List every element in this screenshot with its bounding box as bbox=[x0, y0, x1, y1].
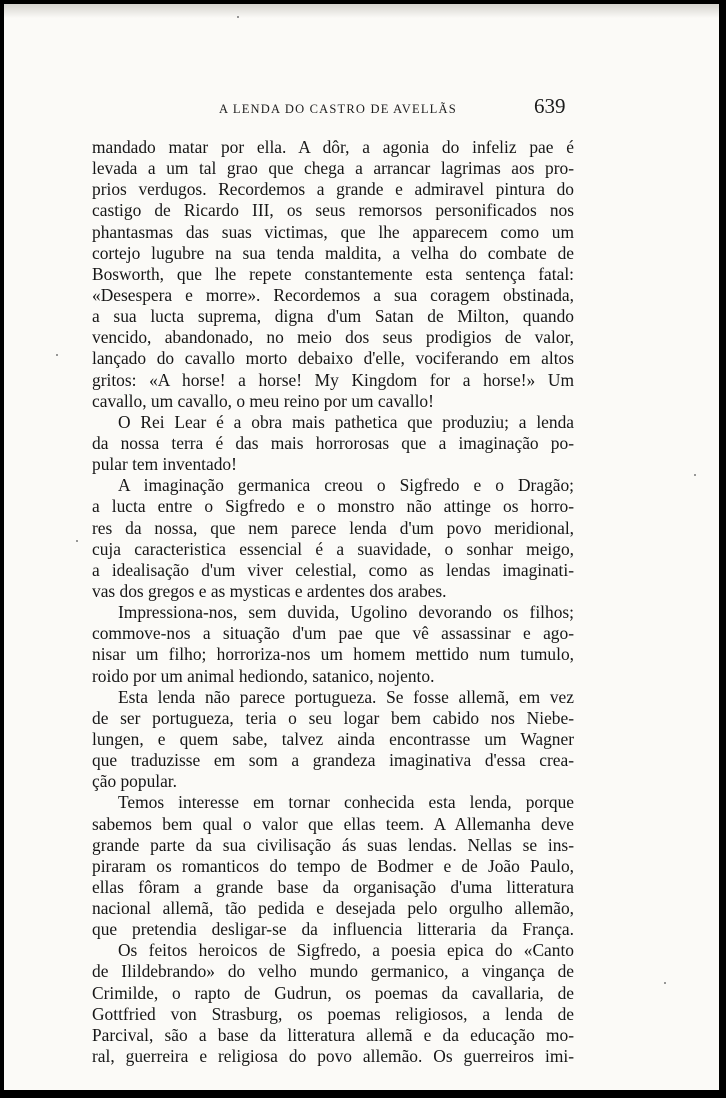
running-title: A LENDA DO CASTRO DE AVELLÃS bbox=[219, 102, 457, 116]
text-line: ção popular. bbox=[92, 771, 177, 792]
text-line: ellas fôram a grande base da organisação d'uma litteratura bbox=[92, 876, 574, 897]
text-line: cortejo lugubre na sua tenda maldita, a velha do combate de bbox=[92, 242, 574, 263]
paper-speck bbox=[694, 474, 696, 476]
text-line: prios verdugos. Recordemos a grande e admiravel pintura do bbox=[92, 179, 574, 200]
text-line: a sua lucta suprema, digna d'um Satan de Milton, quando bbox=[92, 306, 574, 327]
text-line: de Ilildebrando» do velho mundo germanico, a vingança de bbox=[92, 961, 574, 982]
text-line: de ser portugueza, teria o seu logar bem cabido nos Niebe- bbox=[92, 707, 574, 728]
text-line: commove-nos a situação d'um pae que vê assassinar e ago- bbox=[92, 623, 574, 644]
text-line: cavallo, um cavallo, o meu reino por um cavallo! bbox=[92, 390, 434, 411]
text-line: Esta lenda não parece portugueza. Se fosse allemã, em vez bbox=[118, 686, 574, 707]
text-line: que traduzisse em som a grandeza imaginativa d'essa crea- bbox=[92, 750, 574, 771]
book-page bbox=[4, 4, 719, 1090]
text-line: phantasmas das suas victimas, que lhe apparecem como um bbox=[92, 221, 574, 242]
text-line: vencido, abandonado, no meio dos seus prodigios de valor, bbox=[92, 327, 574, 348]
text-line: pular tem inventado! bbox=[92, 454, 237, 475]
text-line: cuja caracteristica essencial é a suavidade, o sonhar meigo, bbox=[92, 538, 574, 559]
text-line: sabemos bem qual o valor que ellas teem. A Allemanha deve bbox=[92, 813, 574, 834]
paper-speck bbox=[56, 354, 58, 356]
text-line: res da nossa, que nem parece lenda d'um povo meridional, bbox=[92, 517, 574, 538]
text-line: lançado do cavallo morto debaixo d'elle, vociferando em altos bbox=[92, 348, 574, 369]
text-line: piraram os romanticos do tempo de Bodmer e de João Paulo, bbox=[92, 855, 574, 876]
paper-speck bbox=[664, 982, 666, 984]
text-line: «Desespera e morre». Recordemos a sua coragem obstinada, bbox=[92, 284, 574, 305]
text-line: gritos: «A horse! a horse! My Kingdom for a horse!» Um bbox=[92, 369, 574, 390]
text-line: levada a um tal grao que chega a arrancar lagrimas aos pro- bbox=[92, 158, 574, 179]
paper-speck bbox=[237, 16, 239, 18]
text-line: roido por um animal hediondo, satanico, nojento. bbox=[92, 665, 435, 686]
text-line: da nossa terra é das mais horrorosas que a imaginação po- bbox=[92, 432, 574, 453]
text-line: Crimilde, o rapto de Gudrun, os poemas da cavallaria, de bbox=[92, 982, 574, 1003]
text-line: A imaginação germanica creou o Sigfredo e o Dragão; bbox=[118, 475, 574, 496]
text-line: nisar um filho; horroriza-nos um homem mettido num tumulo, bbox=[92, 644, 574, 665]
text-line: a lucta entre o Sigfredo e o monstro não attinge os horro- bbox=[92, 496, 574, 517]
body-text bbox=[92, 137, 574, 1067]
text-line: nacional allemã, tão pedida e desejada pelo orgulho allemão, bbox=[92, 898, 574, 919]
text-line: O Rei Lear é a obra mais pathetica que produziu; a lenda bbox=[118, 411, 574, 432]
text-line: vas dos gregos e as mysticas e ardentes dos arabes. bbox=[92, 580, 447, 601]
text-line: que pretendia desligar-se da influencia litteraria da França. bbox=[92, 919, 574, 940]
text-line: Temos interesse em tornar conhecida esta lenda, porque bbox=[118, 792, 574, 813]
text-line: Gottfried von Strasburg, os poemas religiosos, a lenda de bbox=[92, 1003, 574, 1024]
page-number: 639 bbox=[534, 94, 566, 118]
page-header bbox=[4, 92, 719, 132]
text-line: castigo de Ricardo III, os seus remorsos personificados nos bbox=[92, 200, 574, 221]
text-line: mandado matar por ella. A dôr, a agonia do infeliz pae é bbox=[92, 137, 574, 157]
paper-speck bbox=[76, 540, 78, 542]
text-line: lungen, e quem sabe, talvez ainda encontrasse um Wagner bbox=[92, 728, 574, 749]
page-edge-shadow bbox=[4, 4, 719, 18]
text-line: Bosworth, que lhe repete constantemente esta sentença fatal: bbox=[92, 263, 574, 284]
text-line: grande parte da sua civilisação ás suas lendas. Nellas se ins- bbox=[92, 834, 574, 855]
text-line: ral, guerreira e religiosa do povo allemão. Os guerreiros imi- bbox=[92, 1046, 574, 1067]
text-line: a idealisação d'um viver celestial, como as lendas imaginati- bbox=[92, 559, 574, 580]
text-line: Os feitos heroicos de Sigfredo, a poesia epica do «Canto bbox=[118, 940, 574, 961]
text-line: Parcival, são a base da litteratura allemã e da educação mo- bbox=[92, 1024, 574, 1045]
text-line: Impressiona-nos, sem duvida, Ugolino devorando os filhos; bbox=[118, 602, 574, 623]
